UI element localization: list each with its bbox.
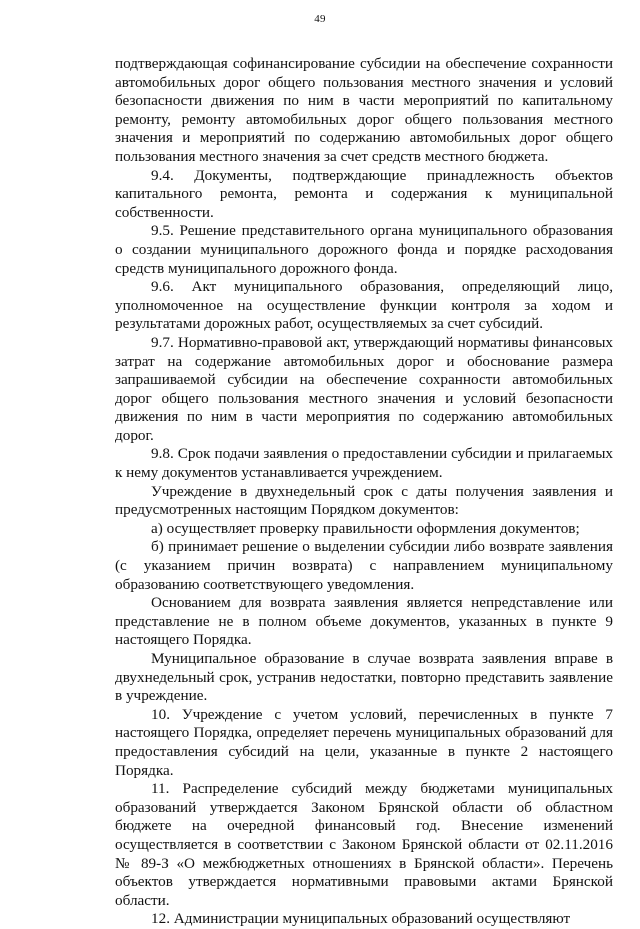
document-body	[115, 55, 613, 929]
paragraph-9-4: 9.4. Документы, подтверждающие принадлежность объектов капитального ремонта, ремонта и содержания к муниципальной собственности.	[115, 166, 613, 221]
paragraph-11: 11. Распределение субсидий между бюджетами муниципальных образований утверждается Законом Брянской области об областном бюджете на очередной финансовый год. Внесение изменений осуществляется в соответствии с Законом Брянской области от 02.11.2016 № 89-З «О межбюджетных отношениях в Брянской области». Перечень объектов утверждается нормативными правовыми актами Брянской области.	[115, 780, 613, 909]
paragraph-item-a: а) осуществляет проверку правильности оформления документов;	[151, 519, 580, 537]
paragraph-9-6: 9.6. Акт муниципального образования, определяющий лицо, уполномоченное на осуществление функции контроля за ходом и результатами дорожных работ, осуществляемых за счет субсидий.	[115, 278, 613, 333]
paragraph-continuation: подтверждающая софинансирование субсидии на обеспечение сохранности автомобильных дорог общего пользования местного значения и условий безопасности движения по ним в части мероприятий по капитальному ремонту, ремонту автомобильных дорог общего пользования местного значения и мероприятий по содержанию автомобильных дорог общего пользования местного значения за счет средств местного бюджета.	[115, 55, 613, 165]
paragraph-9-8: 9.8. Срок подачи заявления о предоставлении субсидии и прилагаемых к нему документов устанавливается учреждением.	[115, 445, 613, 482]
paragraph-return-grounds: Основанием для возврата заявления является непредставление или представление не в полном объеме документов, указанных в пункте 9 настоящего Порядка.	[115, 594, 613, 649]
paragraph-10: 10. Учреждение с учетом условий, перечисленных в пункте 7 настоящего Порядка, определяет перечень муниципальных образований для предоставления субсидий на цели, указанные в пункте 2 настоящего Порядка.	[115, 705, 613, 779]
paragraph-review-intro: Учреждение в двухнедельный срок с даты получения заявления и предусмотренных настоящим Порядком документов:	[115, 482, 613, 519]
page-number: 49	[314, 13, 326, 25]
paragraph-9-5: 9.5. Решение представительного органа муниципального образования о создании муниципального дорожного фонда и порядке расходования средств муниципального дорожного фонда.	[115, 222, 613, 277]
paragraph-item-b: б) принимает решение о выделении субсидии либо возврате заявления (с указанием причин возврата) с направлением муниципальному образованию соответствующего уведомления.	[115, 538, 613, 593]
paragraph-resubmission: Муниципальное образование в случае возврата заявления вправе в двухнедельный срок, устранив недостатки, повторно представить заявление в учреждение.	[115, 650, 613, 705]
paragraph-12: 12. Администрации муниципальных образований осуществляют	[151, 910, 571, 928]
paragraph-9-7: 9.7. Нормативно-правовой акт, утверждающий нормативы финансовых затрат на содержание автомобильных дорог и обоснование размера запрашиваемой субсидии на обеспечение сохранности автомобильных дорог общего пользования местного значения и условий безопасности движения по ним в части мероприятия по содержанию автомобильных дорог.	[115, 333, 613, 444]
